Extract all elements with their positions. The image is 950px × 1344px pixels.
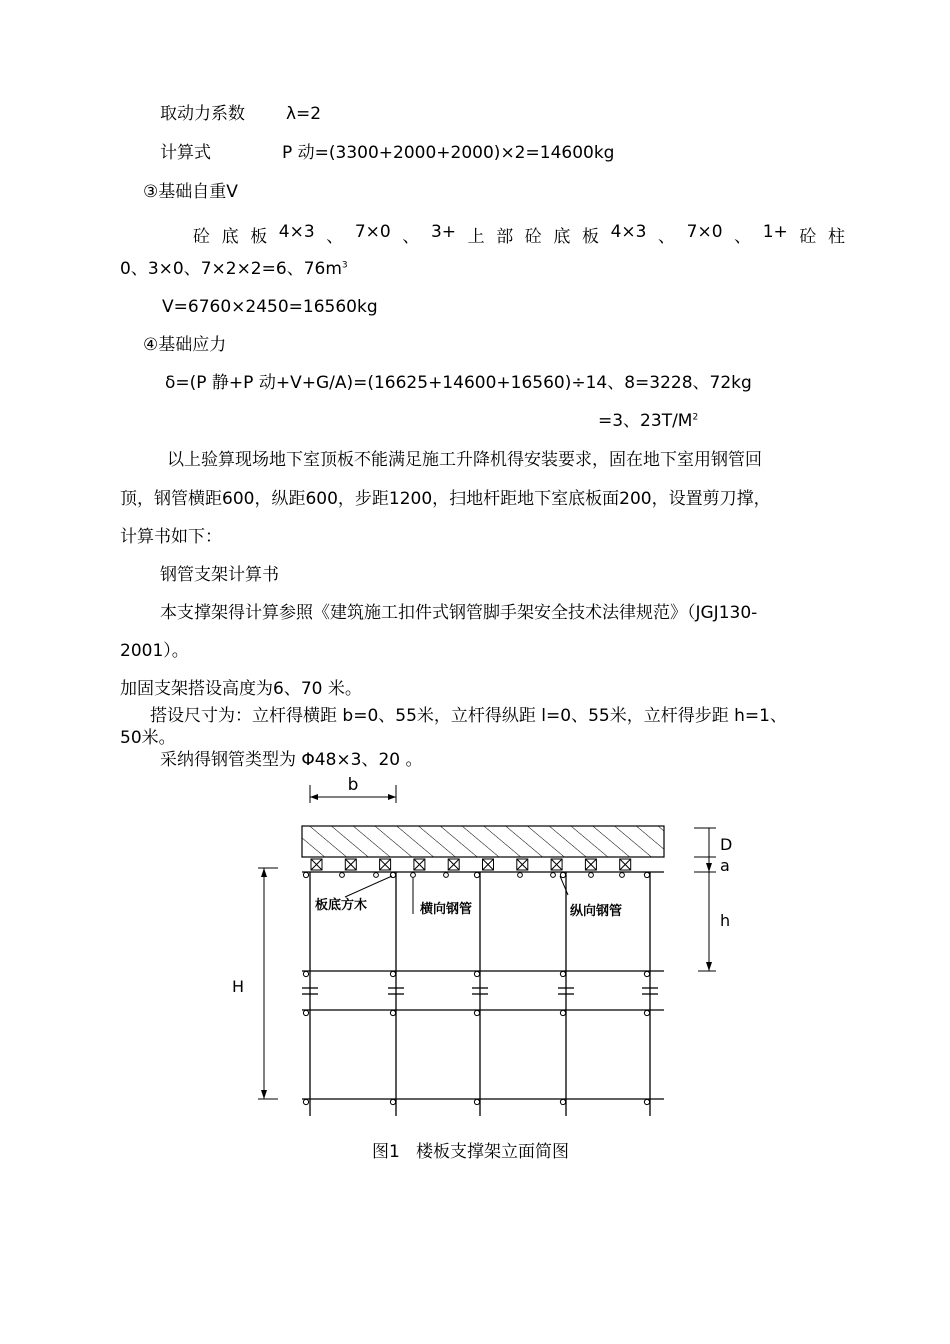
dim-h-arrow [706,962,712,971]
callout-wood-joist: 板底方木 [315,898,368,913]
text-line-18: 50米。 [120,728,176,748]
text-line-4-token: 底 [221,227,239,247]
callout-longitudinal-tube: 纵向钢管 [570,904,623,919]
text-line-2-label: 计算式 [160,143,211,163]
text-line-1-value: λ=2 [286,104,322,124]
text-line-11: 顶，钢管横距600，纵距600，步距1200，扫地杆距地下室底板面200，设置剪刀撑， [120,489,771,509]
coupler-circle [518,873,523,878]
wood-block [483,859,494,870]
dim-b-arrow-left [310,794,318,800]
dim-H-arrow-top [261,868,267,877]
coupler-circle [340,873,345,878]
text-line-4-token: 板 [250,227,268,247]
wood-block [345,859,356,870]
callout-1-leader [345,876,392,897]
coupler-circle [303,872,308,877]
wood-block [311,859,322,870]
coupler-circle [560,971,565,976]
dim-a-arrow [706,863,712,872]
wood-block [620,859,631,870]
text-line-4-token: 板 [581,227,599,247]
text-line-3: ③基础自重V [143,182,238,202]
text-line-4-token: 4×3 [278,222,315,242]
coupler-circle [444,873,449,878]
text-line-13: 钢管支架计算书 [160,565,279,585]
callout-3-leader [560,876,568,895]
dim-H-arrow-bottom [261,1090,267,1099]
coupler-circle [474,1099,479,1104]
coupler-circle [589,873,594,878]
coupler-circle [390,1099,395,1104]
coupler-circle [551,873,556,878]
text-line-4-token: 砼 [193,227,210,247]
callout-transverse-tube: 横向钢管 [420,902,473,917]
coupler-circle [474,971,479,976]
coupler-circle [620,873,625,878]
coupler-circle [411,873,416,878]
text-line-4-token: 砼 [524,227,542,247]
text-line-8: δ=(P 静+P 动+V+G/A)=(16625+14600+16560)÷14、8=3228、72kg [165,373,752,393]
text-line-19: 采纳得钢管类型为 Φ48×3、20 。 [160,750,423,770]
text-line-9-sup: 2 [692,412,699,423]
text-line-4-token: 、 [734,227,752,247]
text-line-4-token: 7×0 [354,222,391,242]
coupler-circle [303,1010,308,1015]
coupler-circle [644,872,649,877]
coupler-circle [374,873,379,878]
coupler-circle [390,971,395,976]
wood-block [517,859,528,870]
coupler-circle [474,872,479,877]
text-line-14: 本支撑架得计算参照《建筑施工扣件式钢管脚手架安全技术法律规范》（JGJ130- [160,603,758,623]
text-line-7: ④基础应力 [143,335,227,355]
label-a: a [720,856,730,875]
coupler-circle [644,1099,649,1104]
label-H: H [232,977,245,996]
text-line-4-token: 柱 [827,227,845,247]
text-line-4-token: 3+ [430,222,456,242]
label-h: h [720,911,731,930]
wood-blocks-group [311,859,631,870]
text-line-4-token: 底 [553,227,571,247]
coupler-circle [474,1010,479,1015]
wood-block [448,859,459,870]
text-line-5-body: 0、3×0、7×2×2=6、76m [120,259,342,279]
coupler-circle [303,1099,308,1104]
wood-block [414,859,425,870]
text-line-17: 搭设尺寸为：立杆得横距 b=0、55米，立杆得纵距 l=0、55米，立杆得步距 h=1、 [150,706,787,726]
text-line-4-token: 4×3 [610,222,647,242]
coupler-circle [560,1010,565,1015]
coupler-circle [390,1010,395,1015]
wood-block [585,859,596,870]
wood-block [380,859,391,870]
wood-block [551,859,562,870]
coupler-circle [303,971,308,976]
text-line-2-value: P 动=(3300+2000+2000)×2=14600kg [282,143,615,163]
dim-b-arrow-right [388,794,396,800]
coupler-circle [560,1099,565,1104]
text-line-4-token: 1+ [762,222,788,242]
floor-slab [302,826,664,857]
text-line-4-token: 砼 [799,227,817,247]
text-line-10: 以上验算现场地下室顶板不能满足施工升降机得安装要求，固在地下室用钢管回 [167,450,762,470]
label-D: D [720,835,733,854]
text-line-1-label: 取动力系数 [160,104,245,124]
coupler-circle [560,872,565,877]
coupler-circle [644,1010,649,1015]
label-b: b [347,775,359,795]
text-line-4-token: 7×0 [686,222,723,242]
text-line-4-token: 上 [467,227,485,247]
text-line-5-sup: 3 [341,260,348,271]
text-line-4-token: 、 [402,227,420,247]
text-line-12: 计算书如下： [120,527,222,547]
text-line-4-token: 部 [496,227,514,247]
text-line-4-token: 、 [326,227,344,247]
text-line-4-token: 、 [658,227,676,247]
figure-caption: 图1 楼板支撑架立面简图 [372,1142,570,1162]
text-line-6: V=6760×2450=16560kg [162,297,378,317]
text-line-16: 加固支架搭设高度为6、70 米。 [120,679,362,699]
text-line-15: 2001）。 [120,641,189,661]
coupler-circle [644,971,649,976]
text-line-9-body: =3、23T/M [598,411,693,431]
